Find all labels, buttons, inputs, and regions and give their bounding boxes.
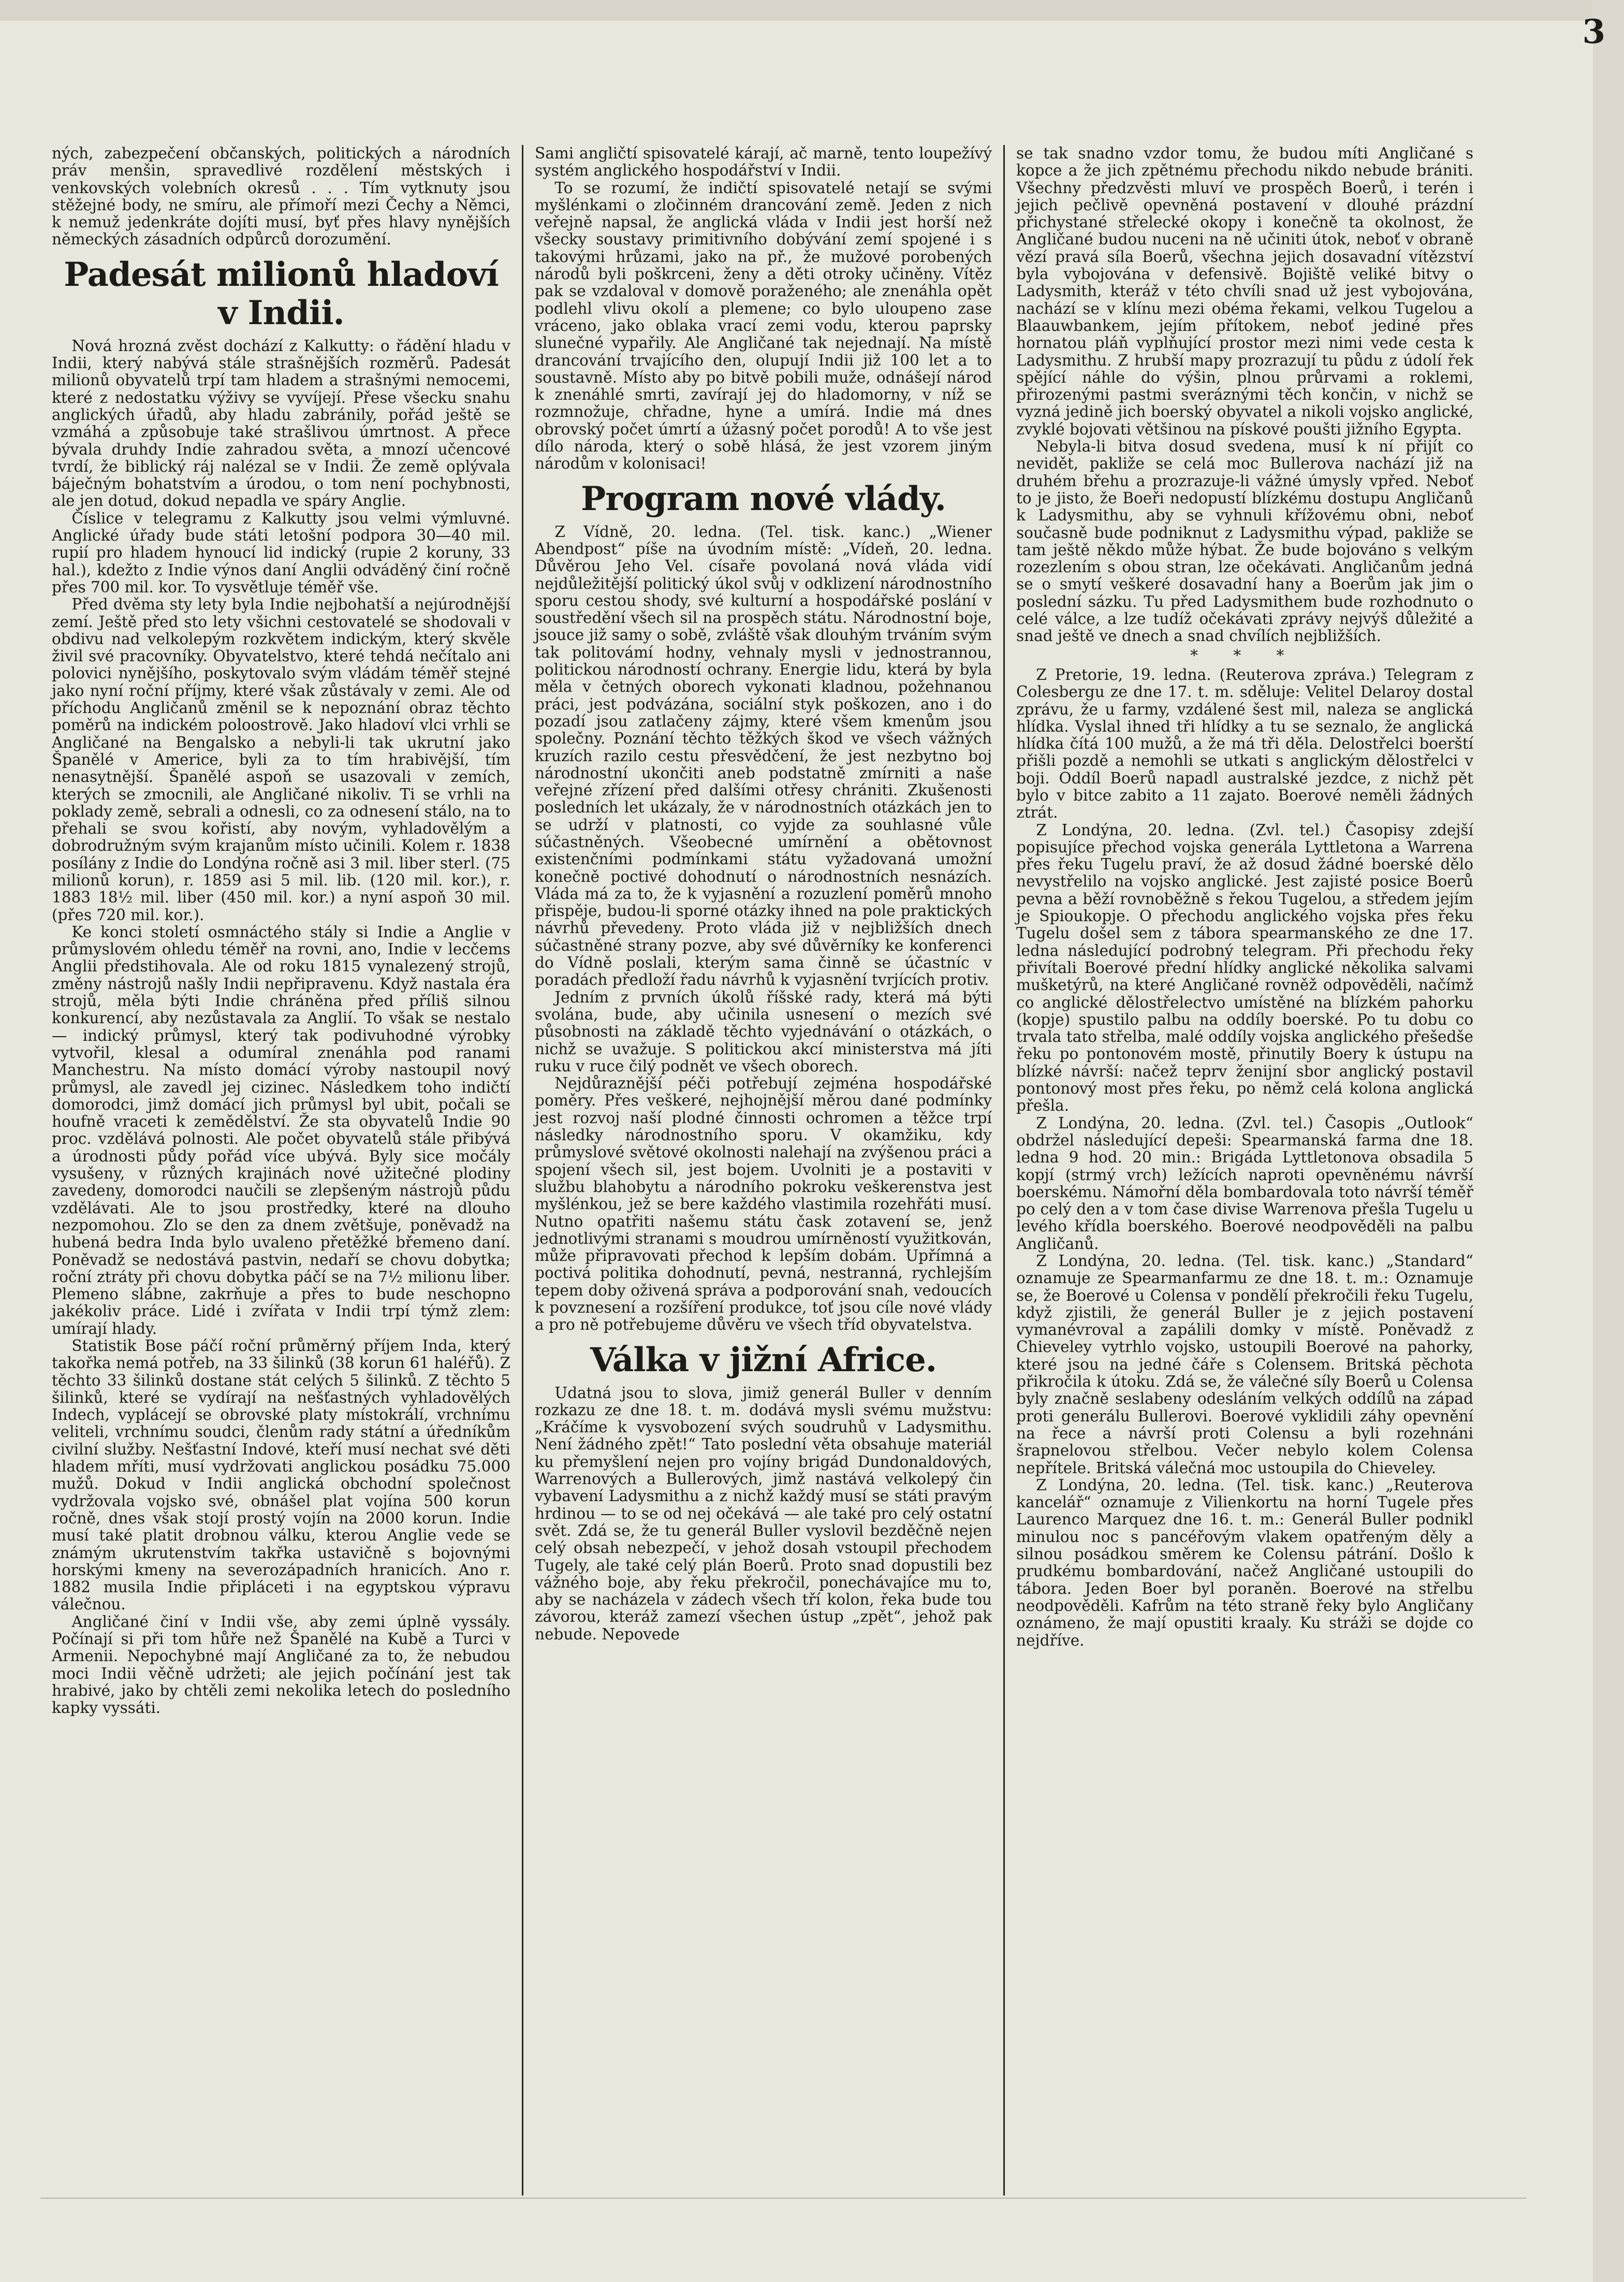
article-paragraph: Sami angličtí spisovatelé kárají, ač marně, tento loupežívý systém anglického hospodářství v Indii. [535,145,992,180]
page-right-edge [1593,0,1624,2282]
page-corner-mark: 3 [1582,12,1605,51]
article-paragraph: Z Vídně, 20. ledna. (Tel. tisk. kanc.) „Wiener Abendpost“ píše na úvodním místě: „Vídeň, 20. ledna. Důvěrou Jeho Vel. císaře povolaná nová vláda vidí nejdůležitější politický úkol svůj v odklizení národnostního sporu cestou shody, své kulturní a hospodářské poslání v soustředění všech sil na prospěch státu. Národnostní boje, jsouce již samy o sobě, zvláště však dlouhým trváním svým tak politovámí hodny, vehnaly mysli v jednostrannou, politickou národností ochrany. Energie lidu, která by byla měla v četných oborech vykonati kladnou, požehnanou práci, jest podvázána, sociální styk poškozen, ano i do pozadí jsou zatlačeny zájmy, které všem kmenům jsou společny. Poznání těchto těžkých škod ve všech vážných kruzích razilo cestu přesvědčení, že jest nezbytno boj národnostní ukončiti aneb podstatně zmírniti a naše veřejné zřízení před dalšími otřesy chrániti. Zkušenosti posledních let ukázaly, že v národnostních otázkách jen to se udrží v platnosti, co vyjde za souhlasné vůle súčastněných. Všeobecné umírnění a obětovnost existenčními podmínkami státu vyžadovaná umožní konečně poctivé dohodnutí o národnostních nesnázích. Vláda má za to, že k vyjasnění a rozuzlení poměrů mnoho přispěje, budou-li sporné otázky ihned na pole praktických návrhů převedeny. Proto vláda již v nejbližších dnech súčastněné strany pozve, aby své důvěrníky ke konferenci do Vídně poslali, kterým sama činně se účastníc v poradách předloží řadu návrhů k vyjasnění tvrjících protiv. [535,522,992,989]
column-2 [522,145,1003,2196]
article-paragraph: Z Pretorie, 19. ledna. (Reuterova zpráva.) Telegram z Colesbergu ze dne 17. t. m. sděluje: Velitel Delaroy dostal zprávu, že u farmy, vzdálené šest mil, naleza se anglická hlídka. Vyslal ihned tři hlídky a tu se seznalo, že anglická hlídka čítá 100 mužů, a že má tři děla. Delostřelci boerští přišli pozdě a nemohli se utkati s anglickým dělostřelci v boji. Oddíl Boerů napadl australské jezdce, z nichž pět bylo v bitce zabito a 11 zajato. Boerové neměli žádných ztrát. [1016,665,1473,822]
article-paragraph: Udatná jsou to slova, jimiž generál Buller v denním rozkazu ze dne 18. t. m. dodává mysli svému mužstvu: „Kráčíme k vysvobození svých soudruhů v Ladysmithu. Není žádného zpět!“ Tato poslední věta obsahuje materiál ku přemyšlení nejen pro vojíny brigád Dundonaldových, Warrenových a Bullerových, jimž nastává velkolepý čin vybavení Ladysmithu a z nichž každý musí se státi pravým hrdinou — to se od nej očekává — ale také pro celý ostatní svět. Zdá se, že tu generál Buller vyslovil bezděčně nejen celý obsah nebezpečí, v jehož dosah vstoupil přechodem Tugely, ale také celý plán Boerů. Proto snad dopustili bez vážného boje, aby řeku překročil, ponechávajíce mu to, aby se nacházela v zádech všech tří kolon, řeka bude tou závorou, kteráž zamezí všechen ústup „zpět“, jehož pak nebude. Nepovede [535,1384,992,1643]
article-paragraph: Před dvěma sty lety byla Indie nejbohatší a nejúrodnější zemí. Ještě před sto lety všichni cestovatelé se shodovali v obdivu nad velkolepým rozkvětem indickým, který skvěle živil své pracovníky. Obyvatelstvo, které tehdá nečítalo ani polovici nynějšího, poskytovalo svým vládám téměř stejné jako nyní roční příjmy, které však zůstávaly v zemi. Ale od příchodu Angličanů změnil se k nepoznání obraz těchto poměrů na indickém poloostrově. Jako hladoví vlci vrhli se Angličané na Bengalsko a nebyli-li tak ukrutní jako Španělé v Americe, byli za to tím hrabivější, tím nenasytnější. Španělé aspoň se usazovali v zemích, kterých se zmocnili, ale Angličané nikoliv. Ti se vrhli na poklady země, sebrali a odnesli, co za odnesení stálo, na to přehali se svou kořistí, aby novým, vyhladovělým a dobrodružným svým krajanům místo učinili. Kolem r. 1838 posílány z Indie do Londýna ročně asi 3 mil. liber sterl. (75 milionů korun), r. 1859 asi 5 mil. lib. (120 mil. kor.), r. 1883 18½ mil. liber (450 mil. kor.) a nyní aspoň 30 mil. (přes 720 mil. kor.). [52,595,510,924]
article-paragraph: Jedním z prvních úkolů říšské rady, která má býti svolána, bude, aby učinila usnesení o mezích své působnosti na základě těchto vyjednávání o otázkách, o nichž se uvažuje. S politickou akcí ministerstva má jíti ruku v ruce čilý podnět ve všech oborech. [535,988,992,1075]
article-headline: Padesát milionů hladoví v Indii. [64,255,499,332]
article-paragraph: se tak snadno vzdor tomu, že budou míti Angličané s kopce a že jich zpětnému přechodu nikdo nebude brániti. Všechny předzvěsti mluví ve prospěch Boerů, i terén i jejich pečlivě opevněná postavení v dlouhé prázdní přichystané střelecké okopy i konečně ta okolnost, že Angličané budou nuceni na ně učiniti útok, neboť v obraně vězí pravá síla Boerů, všechna jejich dosavadní vítězství byla vybojována v defensivě. Bojiště veliké bitvy o Ladysmith, kteráž v této chvíli snad už jest vybojována, nachází se v klínu mezi obéma řekami, velkou Tugelou a Blaauwbankem, jejím přítokem, neboť jediné přes hornatou pláň vyplňující prostor mezi nimi vede cesta k Ladysmithu. Z hrubší mapy prozrazují tu půdu z údolí řek spějící náhle do výšin, plnou průrvami a roklemi, přirozenými pastmi sveráznými těch končin, v nichž se vyzná jedině jich boerský obyvatel a nikoli vojsko anglické, zvyklé bojovati většinou na pískové poušti jižního Egypta. [1016,145,1473,438]
column-1 [40,145,522,2196]
article-paragraph: Ke konci století osmnáctého stály si Indie a Anglie v průmyslovém ohledu téměř na rovni, ano, Indie v lecčems Anglii předstihovala. Ale od roku 1815 vynalezený strojů, změny nástrojů našly Indii nepřipravenu. Když nastala éra strojů, měla býti Indie chráněna před příliš silnou konkurencí, aby nezůstavala za Anglií. To však se nestalo — indický průmysl, který tak podivuhodné výrobky vytvořil, klesal a odumíral znenáhla pod ranami Manchestru. Na místo domácí výroby nastoupil nový průmysl, ale zavedl jej cizinec. Následkem toho indičtí domorodci, jimž domácí jich průmysl byl ubit, počali se houfně vraceti k zemědělství. Že sta obyvatelů Indie 90 proc. vzdělává polnosti. Ale počet obyvatelů stále přibývá a úrodnosti půdy pořád více ubývá. Byly sice močály vysušeny, v různých krajinách nové užitečné plodiny zavedeny, domorodci naučili se zlepšeným nástrojů půdu vzdělávati. Ale to jsou prostředky, které na dlouho nezpomohou. Zlo se den za dnem zvětšuje, poněvadž na hubená bedra Inda bylo uvaleno přetěžké břemeno daní. Poněvadž se nedostává pastvin, nedaří se chovu dobytka; roční ztráty při chovu dobytka páčí se na 7½ milionu liber. Plemeno slábne, zakrňuje a přes to bude neschopno jakékoliv práce. Lidé i zvířata v Indii trpí týmž zlem: umírají hlady. [52,923,510,1338]
article-paragraph: Nejdůraznější péči potřebují zejména hospodářské poměry. Přes veškeré, nejhojnější měrou dané podmínky jest rozvoj naší plodné činnosti ochromen a těžce trpí následky národnostního sporu. V okamžiku, kdy průmyslové světové okolnosti nalehají na zvýšenou práci a spojení všech sil, jest bojem. Uvolniti je a postaviti v službu blahobytu a národního pokroku veškerenstva jest myšlénkou, jež se bere každého vlastimila rozehřáti musí. Nutno opatřiti našemu státu čask zotavení se, jenž jednotlivými stranami s moudrou umírněností využitkován, může připravovati přechod k lepším dobám. Upřímná a poctivá politika dohodnutí, pevná, nestranná, rychlejším tepem doby oživená správa a podporování snah, vedoucích k povznesení a rozšíření produkce, toť jsou cíle nové vlády a pro ně potřebujeme důvěru ve všech tříd obyvatelstva. [535,1074,992,1334]
newspaper-page [40,145,1526,2196]
article-paragraph: Z Londýna, 20. ledna. (Zvl. tel.) Časopis „Outlook“ obdržel následující depeši: Spearmanská farma dne 18. ledna 9 hod. 20 min.: Brigáda Lyttletonova obsadila 5 kopjí (strmý vrch) ležících naproti opevněnému návrší boerskému. Námořní děla bombardovala toto návrší téměř po celý den a v tom čase divise Warrenova přešla Tugelu u levého křídla boerského. Boerové neodpověděli na palbu Angličanů. [1016,1114,1473,1253]
page-top-edge [0,0,1624,21]
article-headline: Program nové vlády. [581,479,946,518]
article-paragraph: To se rozumí, že indičtí spisovatelé netají se svými myšlénkami o zločinném drancování země. Jeden z nich veřejně napsal, že anglická vláda v Indii jest horší než všecky soustavy primitivního dobývání zemí spojené i s takovými hrůzami, jako na př., že mužové porobených národů byli poškrceni, ženy a děti otroky učiněny. Vítěz pak se vzdaloval v domově poraženého; ale znenáhla opět podlehl vlivu okolí a plemene; co bylo uloupeno zase vráceno, jako oblaka vrací zemi vodu, kterou paprsky slunečné vypařily. Ale Angličané tak nejednají. Na místě drancování trvajícího den, olupují Indii již 100 let a to soustavně. Místo aby po bitvě pobili muže, odnášejí národ k znenáhlé smrti, zavírají jej do hladomorny, v níž se rozmnožuje, chřadne, hyne a umírá. Indie má dnes obrovský počet úmrtí a úžasný počet porodů! A to vše jest dílo národa, který o sobě hlásá, že jest vzorem jiným národům v kolonisaci! [535,179,992,473]
article-paragraph: Angličané činí v Indii vše, aby zemi úplně vyssály. Počínají si při tom hůře než Španělé na Kubě a Turci v Armenii. Nepochybné mají Angličané za to, že nebudou moci Indii věčně udržeti; ale jejich počínání jest tak hrabivé, jako by chtěli zemi nekolika letech do posledního kapky vyssáti. [52,1612,510,1717]
bottom-rule [40,2198,1526,2199]
article-paragraph: Statistik Bose páčí roční průměrný příjem Inda, který takořka nemá potřeb, na 33 šilinků (38 korun 61 haléřů). Z těchto 33 šilinků dostane stát celých 5 šilinků. Z těchto 5 šilinků, které se vydírají na nešťastných vyhladovělých Indech, vyplácejí se obrovské platy místokrálí, vrchnímu veliteli, vrchnímu soudci, členům rady státní a úředníkům civilní služby. Nešťastní Indové, kteří musí nechat své děti hladem mříti, musí vydržovati anglickou posádku 75.000 mužů. Dokud v Indii anglická obchodní společnost vydržovala vojsko své, obnášel plat vojína 500 korun ročně, dnes však stojí prostý vojín na 2000 korun. Indie musí také platit drobnou válku, kterou Anglie vede se známým ukrutenstvím takřka ustavičně s bojovnými horskými kmeny na severozápadních hranicích. Ano r. 1882 musila Indie připláceti i na egyptskou výpravu válečnou. [52,1337,510,1614]
article-paragraph: Z Londýna, 20. ledna. (Tel. tisk. kanc.) „Reuterova kancelář“ oznamuje z Vilienkortu na horní Tugele přes Laurenco Marquez dne 16. t. m.: Generál Buller podnikl minulou noc s pancéřovým vlakem opatřeným děly a silnou posádkou směrem ke Colensu pátrání. Došlo k prudkému bombardování, načež Angličané ustoupili do tábora. Jeden Boer byl poraněn. Boerové na střelbu neodpověděli. Kafrům na této straně řeky bylo Angličany oznámeno, že mají opustiti kraaly. Ku stráži se dojde co nejdříve. [1016,1476,1473,1649]
article-paragraph: Nebyla-li bitva dosud svedena, musí k ní přijít co nevidět, pakliže se celá moc Bullerova nachází již na druhém břehu a prozrazuje-li vážné úmysly vpřed. Neboť to je jisto, že Boeři nedopustí blízkému dostupu Angličanů k Ladysmithu, aby se vyhnuli křížovému obni, neboť současně bude podniknut z Ladysmithu výpad, pakliže se tam ještě někdo může hýbat. Že bude bojováno s velkým rozezlením s obou stran, lze očekávati. Angličanům jedná se o smytí veškeré dosavadní hany a Boerům jak jim o poslední sázku. Tu před Ladysmithem bude rozhodnuto o celé válce, a lze tudíž očekávati zprávy nejvýš důležité a snad ještě ve dnech a snad chvílích nejbližších. [1016,438,1473,645]
article-paragraph: Nová hrozná zvěst dochází z Kalkutty: o řádění hladu v Indii, který nabývá stále strašnějších rozměrů. Padesát milionů obyvatelů trpí tam hladem a strašnými nemocemi, které z nedostatku výživy se vyvíjejí. Přese všecku snahu anglických úřadů, aby hladu zabránily, pořád ještě se vzmáhá a způsobuje také strašlivou úmrtnost. A přece bývala druhdy Indie zahradou světa, a mnozí učencové tvrdí, že biblický ráj nalézal se v Indii. Že země oplývala báječným bohatstvím a úrodou, o tom není pochybnosti, ale jen dotud, dokud nepadla ve spáry Anglie. [52,337,510,510]
section-separator: * * * [1190,646,1299,664]
article-paragraph: ných, zabezpečení občanských, politických a národních práv menšin, spravedlivé rozdělení městských i venkovských volebních okresů . . . Tím vytknuty jsou stěžejné body, ne smíru, ale přímoří mezi Čechy a Němci, k nemuž jedenkráte dojíti musí, byť přes hlavy nynějších německých zásadních odpůrců dorozumění. [52,145,510,249]
column-3 [1003,145,1485,2196]
article-headline: Válka v jižní Africe. [590,1340,937,1379]
article-paragraph: Z Londýna, 20. ledna. (Zvl. tel.) Časopisy zdejší popisujíce přechod vojska generála Lyttletona a Warrena přes řeku Tugelu praví, že až dosud žádné boerské dělo nevystřelilo na vojsko anglické. Jest zajisté posice Boerů pevna a běží rovnoběžně s řekou Tugelou, a středem jejím je Spioukopje. O přechodu anglického vojska přes řeku Tugelu došel sem z tábora spearmanského ze dne 17. ledna následující podrobný telegram. Při přechodu řeky přivítali Boerové přední hlídky anglické několika salvami mušketýrů, na které Angličané rovněž odpověděli, načímž co anglické dělostřelectvo umístěné na blízkém pahorku (kopje) spustilo palbu na oddíly boerské. Po tu dobu co trvala tato střelba, malé oddíly vojska anglického přešedše řeku po pontonovém mostě, přinutily Boery k ústupu na blízké návrší: načež teprv ženijní sbor anglický postavil pontonový most přes řeku, po němž celá kolona anglická přešla. [1016,821,1473,1115]
article-paragraph: Z Londýna, 20. ledna. (Tel. tisk. kanc.) „Standard“ oznamuje ze Spearmanfarmu ze dne 18. t. m.: Oznamuje se, že Boerové u Colensa v pondělí překročili řeku Tugelu, když zjistili, že generál Buller je z jejich postavení vymanévroval a zapálili domky v místě. Poněvadž z Chieveley vytrhlo vojsko, ustoupili Boerové na pahorky, které jsou na jedné čáře s Colensem. Britská pěchota přikročila k útoku. Zdá se, že válečné síly Boerů u Colensa byly značně seslabeny odesláním velkých oddílů na západ proti generálu Bullerovi. Boerové vyklidili záhy opevnění na řece a návrší proti Colensu a byli rozehnáni šrapnelovou střelbou. Večer nebylo kolem Colensa nepřítele. Britská válečná moc ustoupila do Chieveley. [1016,1252,1473,1477]
article-paragraph: Číslice v telegramu z Kalkutty jsou velmi výmluvné. Anglické úřady bude státi letošní podpora 30—40 mil. rupií pro hladem hynoucí lid indický (rupie 2 koruny, 33 hal.), kdežto z Indie výnos daní Anglii odváděný činí ročně přes 700 mil. kor. To vysvětluje téměř vše. [52,509,510,596]
